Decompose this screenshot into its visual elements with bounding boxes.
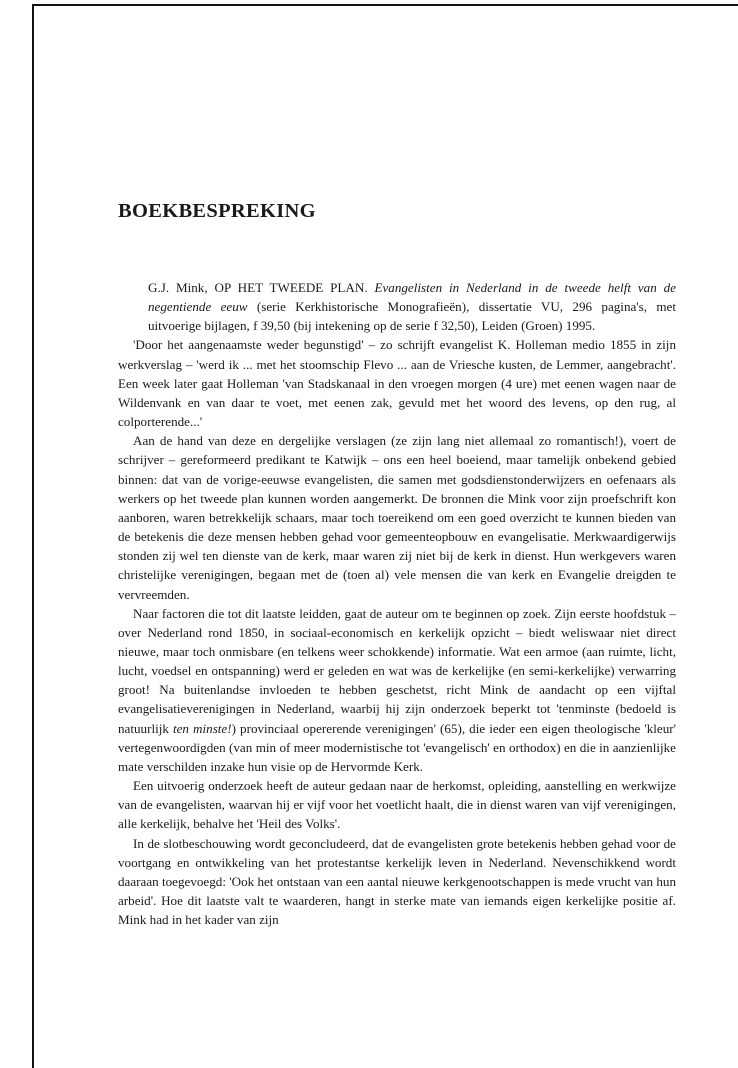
paragraph: Een uitvoerig onderzoek heeft de auteur gedaan naar de herkomst, opleiding, aanstelling en werkwijze van de evangelisten, waarvan hij er vijf voor het voetlicht haalt, die in dienst waren van vijf verenigingen, alle kerkelijk, behalve het 'Heil des Volks'. bbox=[118, 778, 676, 832]
emphasis: ten minste! bbox=[172, 720, 232, 736]
page-heading: BOEKBESPREKING bbox=[118, 200, 316, 222]
paragraph: Naar factoren die tot dit laatste leidden, gaat de auteur om te beginnen op zoek. Zijn eerste hoofdstuk – over Nederland rond 1850, in sociaal-economisch en kerkelijk opzicht – biedt weliswaar niet direct nieuwe, maar toch onmisbare (en telkens weer schokkende) informatie. Wat een armoe (aan ruimte, licht, lucht, voedsel en ontspanning) werd er geleden en wat was de kerkelijke (en semi-kerkelijke) verwarring groot! Na buitenlandse invloeden te hebben geschetst, richt Mink de aandacht op een vijftal evangelisatieverenigingen in Nederland, waarbij hij zijn onderzoek beperkt tot 'tenminste (bedoeld is natuurlijk ten minste!) provinciaal opererende verenigingen' (65), die ieder een eigen theologische 'kleur' vertegenwoordigden (van min of meer modernistische tot 'evangelisch' en orthodox) en die in aanzienlijke mate verschilden inzake hun visie op de Hervormde Kerk. bbox=[118, 605, 676, 774]
book-citation bbox=[118, 278, 676, 335]
citation-details: (serie Kerkhistorische Monografieën), dissertatie VU, 296 pagina's, met uitvoerige bijlagen, f 39,50 (bij intekening op de serie f 32,50), Leiden (Groen) 1995. bbox=[148, 299, 677, 334]
citation-author: G.J. Mink, OP HET TWEEDE PLAN. bbox=[148, 280, 368, 295]
scan-edge-left bbox=[32, 4, 34, 1068]
citation-subtitle: Evangelisten in Nederland in de tweede helft van de negentiende eeuw bbox=[148, 280, 676, 315]
paragraph: 'Door het aangenaamste weder begunstigd' – zo schrijft evangelist K. Holleman medio 1855 in zijn werkverslag – 'werd ik ... met het stoomschip Flevo ... aan de Vriesche kusten, de Lemmer, aangebracht'. Een week later gaat Holleman 'van Stadskanaal in den vroegen morgen (4 ure) met eenen wagen naar de Wildenvank en van daar te voet, met eenen zak, gevuld met het woord des levens, op den rug, al colporterende...' bbox=[118, 337, 676, 430]
scan-edge-top bbox=[32, 4, 738, 6]
paragraph: Aan de hand van deze en dergelijke verslagen (ze zijn lang niet allemaal zo romantisch!), voert de schrijver – gereformeerd predikant te Katwijk – ons een heel boeiend, maar tamelijk onbekend gebied binnen: dat van de vorige-eeuwse evangelisten, die samen met godsdienstonderwijzers en oefenaars als werkers op het tweede plan kunnen worden aangemerkt. De bronnen die Mink voor zijn proefschrift kon aanboren, waren betrekkelijk schaars, maar toch toereikend om een goed overzicht te kunnen bieden van de betekenis die deze mensen hebben gehad voor gemeenteopbouw en evangelisatie. Merkwaardigerwijs stonden zij wel ten dienste van de kerk, maar waren zij niet bij de kerk in dienst. Hun werkgevers waren christelijke verenigingen, begaan met de (toen al) vele mensen die van kerk en Evangelie dreigden te vervreemden. bbox=[118, 433, 676, 602]
paragraph: In de slotbeschouwing wordt geconcludeerd, dat de evangelisten grote betekenis hebben gehad voor de voortgang en ontwikkeling van het protestantse kerkelijk leven in Nederland. Nevenschikkend wordt daaraan toegevoegd: 'Ook het ontstaan van een aantal nieuwe kerkgenootschappen is mede vrucht van hun arbeid'. Hoe dit laatste valt te waarderen, hangt in sterke mate van iemands eigen kerkelijke positie af. Mink had in het kader van zijn bbox=[118, 835, 676, 928]
review-body bbox=[118, 278, 676, 929]
